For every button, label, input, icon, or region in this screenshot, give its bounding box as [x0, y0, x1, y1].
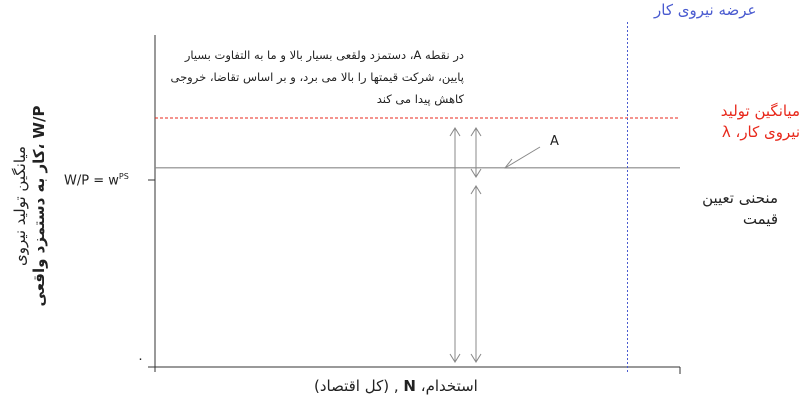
- y-tick-label-sup: PS: [118, 172, 129, 181]
- y-axis-label-line1: میانگین تولید نیروی: [11, 146, 29, 266]
- origin-label: ۰: [137, 352, 144, 367]
- price-setting-label: منحنی تعیین قیمت: [702, 189, 778, 228]
- point-a-pointer: [505, 147, 540, 168]
- double-arrow-gap: [471, 128, 481, 177]
- double-arrow-bottom: [471, 186, 481, 362]
- x-axis-label-suffix: , (کل اقتصاد): [314, 377, 404, 395]
- y-tick-label-wps: [64, 172, 129, 188]
- labor-supply-label: عرضه نیروی کار: [654, 1, 757, 19]
- x-axis-label-prefix: استخدام،: [415, 377, 478, 395]
- point-a-label: A: [550, 134, 559, 149]
- x-axis-label-symbol: N: [403, 377, 416, 395]
- labor-productivity-label: میانگین تولید نیروی کار، λ: [720, 102, 800, 141]
- y-tick-label-main: W/P = w: [64, 173, 119, 189]
- y-axis-label-line2: کار به دستمزد واقعی، W/P: [30, 105, 48, 307]
- annotation-text: در نقطه A، دستمزد ولقعی بسیار بالا و ما به التفاوت بسیار پایین، شرکت قیمتها را بالا می برد، و بر اساس تقاضا، خروجی کاهش پیدا می کند: [170, 48, 464, 106]
- double-arrow-long: [450, 128, 460, 362]
- x-axis-label: [314, 377, 478, 395]
